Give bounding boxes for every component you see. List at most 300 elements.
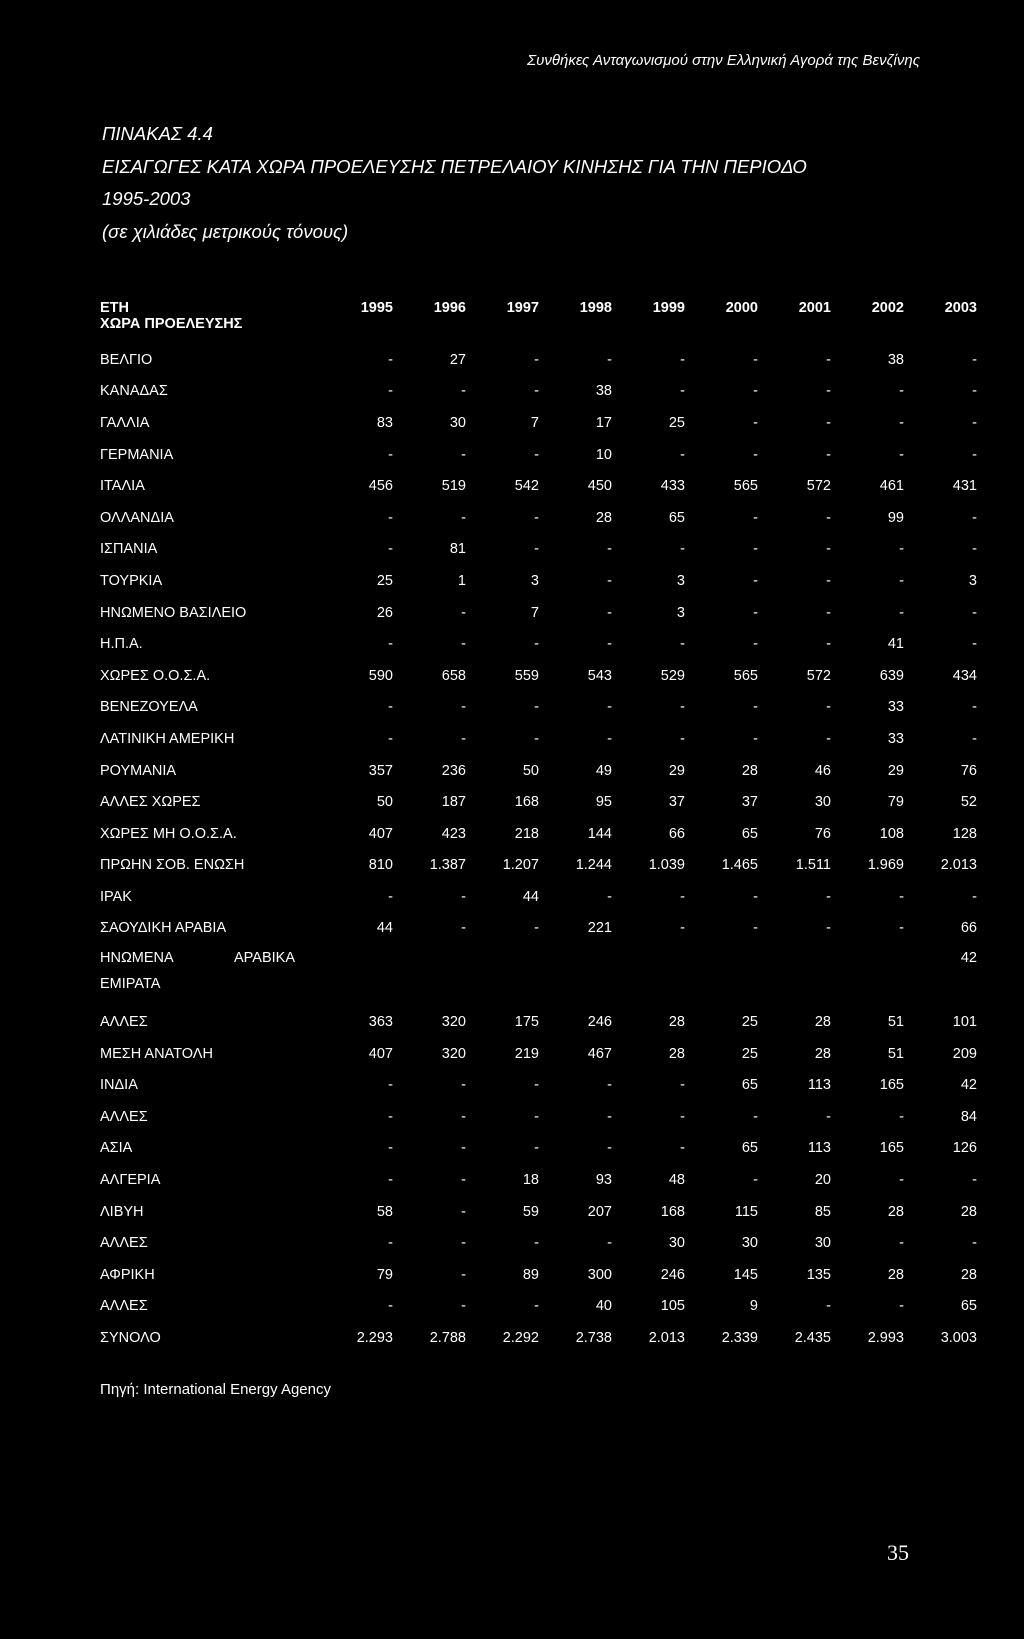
table-cell: - (753, 383, 758, 400)
table-cell: 572 (806, 478, 831, 495)
table-cell: - (607, 1140, 612, 1157)
table-row (100, 344, 977, 376)
table-cell: 2.013 (648, 1330, 685, 1347)
table-cell: - (826, 888, 831, 905)
table-cell: - (680, 446, 685, 463)
table-cell: 590 (368, 667, 393, 684)
table-cell: 467 (587, 1045, 612, 1062)
row-label: ΑΛΛΕΣ (100, 1298, 148, 1315)
table-cell: - (680, 920, 685, 937)
page-number: 35 (887, 1540, 909, 1565)
table-cell: 30 (449, 414, 466, 431)
table-cell: 28 (595, 509, 612, 526)
table-cell: 76 (960, 762, 977, 779)
table-cell: 30 (668, 1235, 685, 1252)
row-label: ΓΕΡΜΑΝΙΑ (100, 446, 174, 463)
table-cell: 175 (514, 1014, 539, 1031)
table-cell: - (826, 572, 831, 589)
table-cell: - (972, 1235, 977, 1252)
table-cell: - (753, 636, 758, 653)
table-cell: 126 (952, 1140, 977, 1157)
row-label: ΑΦΡΙΚΗ (100, 1266, 155, 1283)
subheader-row (100, 316, 977, 344)
table-cell: 52 (960, 794, 977, 811)
table-cell: - (899, 541, 904, 558)
row-label-part: ΕΜΙΡΑΤΑ (100, 976, 161, 993)
table-cell: 2.293 (356, 1330, 393, 1347)
table-cell: - (680, 541, 685, 558)
row-label: ΙΝΔΙΑ (100, 1077, 138, 1094)
table-cell: 3 (968, 572, 977, 589)
table-cell: 76 (814, 825, 831, 842)
table-cell: 519 (441, 478, 466, 495)
table-cell: 37 (741, 794, 758, 811)
table-cell: 3.003 (940, 1330, 977, 1347)
table-cell: 37 (668, 794, 685, 811)
table-cell: - (607, 604, 612, 621)
table-cell: - (680, 1108, 685, 1125)
table-cell: 95 (595, 794, 612, 811)
table-cell: - (753, 888, 758, 905)
table-row (100, 439, 977, 471)
table-cell: 101 (952, 1014, 977, 1031)
table-cell: - (753, 730, 758, 747)
table-cell: 2.013 (940, 857, 977, 874)
table-cell: 84 (960, 1108, 977, 1125)
table-cell: 28 (887, 1266, 904, 1283)
table-cell: 113 (807, 1077, 831, 1094)
table-cell: 2.738 (575, 1330, 612, 1347)
table-cell: 9 (749, 1298, 758, 1315)
year-header: 1999 (652, 300, 685, 316)
unit-note: (σε χιλιάδες μετρικούς τόνους) (102, 220, 349, 242)
table-cell: 44 (522, 888, 539, 905)
table-title-block (102, 123, 807, 253)
table-cell: 145 (733, 1266, 758, 1283)
table-row (100, 755, 977, 787)
table-cell: 2.292 (502, 1330, 539, 1347)
table-cell: 1 (457, 572, 466, 589)
table-cell: 49 (595, 762, 612, 779)
table-cell: - (607, 730, 612, 747)
table-cell: - (899, 1235, 904, 1252)
table-cell: - (534, 1077, 539, 1094)
table-cell: - (461, 1077, 466, 1094)
row-label: ΡΟΥΜΑΝΙΑ (100, 762, 177, 779)
table-cell: 529 (660, 667, 685, 684)
table-cell: 65 (741, 825, 758, 842)
table-cell: - (972, 446, 977, 463)
table-cell: 128 (952, 825, 977, 842)
table-cell: 219 (514, 1045, 539, 1062)
table-cell: - (680, 730, 685, 747)
year-header: 1995 (360, 300, 393, 316)
table-cell: 51 (887, 1014, 904, 1031)
table-cell: 431 (952, 478, 977, 495)
table-cell: 423 (441, 825, 466, 842)
table-cell: 18 (522, 1172, 539, 1189)
year-header: 2002 (871, 300, 904, 316)
table-cell: 33 (887, 730, 904, 747)
table-cell: 30 (741, 1235, 758, 1252)
table-cell: 50 (376, 794, 393, 811)
table-row (100, 850, 977, 882)
table-cell: - (972, 636, 977, 653)
table-cell: - (899, 414, 904, 431)
table-cell: 30 (814, 794, 831, 811)
table-title-line1: ΕΙΣΑΓΩΓΕΣ ΚΑΤΑ ΧΩΡΑ ΠΡΟΕΛΕΥΣΗΣ ΠΕΤΡΕΛΑΙΟΥ ΚΙΝΗΣΗΣ ΓΙΑ ΤΗΝ ΠΕΡΙΟΔΟ (102, 155, 807, 177)
table-cell: - (534, 541, 539, 558)
imports-table (100, 290, 977, 1354)
table-cell: - (534, 1235, 539, 1252)
table-row (100, 1227, 977, 1259)
table-row (100, 944, 977, 1006)
row-label: ΑΛΛΕΣ (100, 1235, 148, 1252)
table-cell: - (826, 636, 831, 653)
table-cell: 209 (952, 1045, 977, 1062)
table-cell: 543 (587, 667, 612, 684)
table-cell: 113 (807, 1140, 831, 1157)
row-label: ΒΕΝΕΖΟΥΕΛΑ (100, 699, 198, 716)
table-cell: - (461, 1266, 466, 1283)
table-cell: 28 (814, 1045, 831, 1062)
table-cell (612, 944, 685, 1006)
table-cell: 165 (879, 1140, 904, 1157)
table-cell: 27 (449, 351, 466, 368)
row-label: ΑΛΓΕΡΙΑ (100, 1172, 161, 1189)
table-cell: - (972, 888, 977, 905)
table-cell: - (388, 1298, 393, 1315)
table-cell: 135 (806, 1266, 831, 1283)
table-cell: - (461, 920, 466, 937)
table-cell: - (826, 383, 831, 400)
table-cell: 83 (376, 414, 393, 431)
source-note: Πηγή: International Energy Agency (100, 1381, 331, 1398)
table-cell: 639 (879, 667, 904, 684)
table-cell: - (753, 920, 758, 937)
row-label: ΧΩΡΕΣ ΜΗ Ο.Ο.Σ.Α. (100, 825, 237, 842)
table-cell: 65 (741, 1140, 758, 1157)
table-cell: 1.039 (648, 857, 685, 874)
table-cell: 65 (668, 509, 685, 526)
table-cell: 42 (960, 1077, 977, 1094)
table-cell: 46 (814, 762, 831, 779)
table-cell: - (680, 351, 685, 368)
table-cell: - (972, 383, 977, 400)
table-cell: 218 (514, 825, 539, 842)
row-label: ΜΕΣΗ ΑΝΑΤΟΛΗ (100, 1045, 213, 1062)
table-cell: - (534, 699, 539, 716)
table-cell: - (826, 446, 831, 463)
table-cell: - (753, 1172, 758, 1189)
table-row (100, 1038, 977, 1070)
table-cell: - (534, 636, 539, 653)
table-cell: - (461, 888, 466, 905)
table-cell: - (461, 636, 466, 653)
row-label-part: ΑΡΑΒΙΚΑ (234, 950, 295, 967)
table-cell: - (753, 541, 758, 558)
table-row (100, 1164, 977, 1196)
table-cell: 50 (522, 762, 539, 779)
year-header: 1998 (579, 300, 612, 316)
table-cell: - (680, 383, 685, 400)
table-cell: - (972, 509, 977, 526)
table-cell: - (388, 541, 393, 558)
table-cell: 25 (741, 1014, 758, 1031)
table-cell: - (899, 920, 904, 937)
table-cell: - (826, 351, 831, 368)
table-row (100, 376, 977, 408)
table-cell: 33 (887, 699, 904, 716)
table-cell: - (461, 446, 466, 463)
table-cell: 1.511 (795, 857, 831, 874)
table-cell: - (972, 604, 977, 621)
table-row (100, 692, 977, 724)
table-row (100, 597, 977, 629)
table-cell: 28 (814, 1014, 831, 1031)
table-cell: 66 (960, 920, 977, 937)
table-cell: 40 (595, 1298, 612, 1315)
table-cell: 28 (960, 1203, 977, 1220)
table-cell: 28 (741, 762, 758, 779)
table-cell: - (753, 699, 758, 716)
table-cell: 246 (587, 1014, 612, 1031)
table-cell (831, 944, 904, 1006)
table-cell: - (388, 1077, 393, 1094)
table-cell: - (607, 888, 612, 905)
table-cell: - (461, 1108, 466, 1125)
table-cell: - (680, 1140, 685, 1157)
table-cell: - (826, 1298, 831, 1315)
table-cell: 65 (960, 1298, 977, 1315)
table-cell: - (607, 1077, 612, 1094)
table-cell: 236 (441, 762, 466, 779)
table-cell: 51 (887, 1045, 904, 1062)
table-cell: 7 (530, 414, 539, 431)
header-label: ΕΤΗ (100, 300, 129, 316)
table-cell: 3 (530, 572, 539, 589)
table-cell: - (534, 351, 539, 368)
table-cell: - (972, 351, 977, 368)
row-label: ΣΑΟΥΔΙΚΗ ΑΡΑΒΙΑ (100, 920, 227, 937)
table-cell: - (607, 541, 612, 558)
table-cell: 28 (960, 1266, 977, 1283)
year-header: 1997 (506, 300, 539, 316)
table-cell: 89 (522, 1266, 539, 1283)
table-cell: - (388, 1172, 393, 1189)
table-cell: 565 (733, 478, 758, 495)
table-cell (466, 944, 539, 1006)
row-label: ΗΝΩΜΕΝΟ ΒΑΣΙΛΕΙΟ (100, 604, 247, 621)
table-cell: 542 (514, 478, 539, 495)
table-cell: 572 (806, 667, 831, 684)
table-cell: - (461, 1172, 466, 1189)
table-cell: 246 (660, 1266, 685, 1283)
table-cell: - (388, 383, 393, 400)
table-row (100, 818, 977, 850)
table-cell: 1.207 (502, 857, 539, 874)
year-header: 1996 (433, 300, 466, 316)
table-row (100, 1006, 977, 1038)
table-cell: 357 (368, 762, 393, 779)
table-cell: 115 (734, 1203, 758, 1220)
table-cell: - (826, 920, 831, 937)
table-cell: - (972, 730, 977, 747)
table-cell: - (826, 730, 831, 747)
table-cell: 79 (376, 1266, 393, 1283)
table-row (100, 534, 977, 566)
table-title-line2: 1995-2003 (102, 188, 191, 209)
table-cell: - (388, 699, 393, 716)
table-row (100, 407, 977, 439)
row-label: ΟΛΛΑΝΔΙΑ (100, 509, 174, 526)
table-cell: 81 (449, 541, 466, 558)
table-cell: 300 (587, 1266, 612, 1283)
table-cell: - (680, 699, 685, 716)
table-cell: - (826, 541, 831, 558)
table-cell: 38 (595, 383, 612, 400)
table-cell: 59 (522, 1203, 539, 1220)
table-row (100, 470, 977, 502)
table-cell: - (680, 888, 685, 905)
row-label: ΛΑΤΙΝΙΚΗ ΑΜΕΡΙΚΗ (100, 730, 235, 747)
table-cell: - (534, 509, 539, 526)
table-cell: - (753, 414, 758, 431)
table-cell: 168 (514, 794, 539, 811)
table-cell: 20 (814, 1172, 831, 1189)
table-cell: 144 (587, 825, 612, 842)
table-cell (758, 944, 831, 1006)
table-row (100, 723, 977, 755)
table-cell: - (607, 636, 612, 653)
table-cell: - (753, 351, 758, 368)
row-label-part: ΗΝΩΜΕΝΑ (100, 950, 174, 967)
table-cell: - (899, 446, 904, 463)
table-cell: 565 (733, 667, 758, 684)
table-cell: - (461, 1235, 466, 1252)
table-cell (539, 944, 612, 1006)
table-cell: - (461, 383, 466, 400)
table-row (100, 1259, 977, 1291)
table-cell (393, 944, 466, 1006)
table-cell: 42 (960, 950, 977, 967)
table-cell: 85 (814, 1203, 831, 1220)
table-cell: 3 (676, 572, 685, 589)
table-cell: 559 (514, 667, 539, 684)
table-number: ΠΙΝΑΚΑΣ 4.4 (102, 123, 213, 144)
table-cell: 1.465 (721, 857, 758, 874)
table-cell: - (826, 414, 831, 431)
table-cell: 25 (668, 414, 685, 431)
table-body (100, 344, 977, 1354)
table-cell: 28 (668, 1014, 685, 1031)
table-cell: 44 (376, 920, 393, 937)
year-header: 2003 (944, 300, 977, 316)
table-cell: - (388, 1140, 393, 1157)
table-cell: 2.339 (721, 1330, 758, 1347)
table-cell: - (753, 1108, 758, 1125)
table-cell: 58 (376, 1203, 393, 1220)
year-header: 2000 (725, 300, 758, 316)
table-cell: 10 (595, 446, 612, 463)
table-cell: 3 (676, 604, 685, 621)
row-label: ΓΑΛΛΙΑ (100, 414, 150, 431)
year-header: 2001 (798, 300, 831, 316)
table-row (100, 628, 977, 660)
running-header: Συνθήκες Ανταγωνισμού στην Ελληνική Αγορά της Βενζίνης (527, 52, 920, 69)
table-cell: 66 (668, 825, 685, 842)
table-cell: 65 (741, 1077, 758, 1094)
table-cell: 25 (376, 572, 393, 589)
table-cell: - (461, 604, 466, 621)
table-cell: - (534, 1108, 539, 1125)
table-cell: 29 (887, 762, 904, 779)
table-cell: 1.969 (867, 857, 904, 874)
table-cell: - (826, 509, 831, 526)
table-cell: 99 (887, 509, 904, 526)
table-row (100, 660, 977, 692)
table-cell: 187 (441, 794, 466, 811)
table-cell: 29 (668, 762, 685, 779)
table-cell: - (388, 1235, 393, 1252)
table-cell: - (461, 1298, 466, 1315)
table-cell: - (534, 920, 539, 937)
table-cell: - (388, 1108, 393, 1125)
table-cell: 221 (587, 920, 612, 937)
table-cell: 363 (368, 1014, 393, 1031)
table-cell (685, 944, 758, 1006)
table-cell: - (534, 1140, 539, 1157)
table-row (100, 1101, 977, 1133)
table-row (100, 565, 977, 597)
row-label: ΑΣΙΑ (100, 1140, 133, 1157)
table-cell: 79 (887, 794, 904, 811)
row-label: ΤΟΥΡΚΙΑ (100, 572, 163, 589)
table-cell: 2.788 (429, 1330, 466, 1347)
table-cell: - (680, 636, 685, 653)
table-cell: 450 (587, 478, 612, 495)
table-cell: 28 (668, 1045, 685, 1062)
table-cell: 41 (887, 636, 904, 653)
table-cell: 28 (887, 1203, 904, 1220)
table-cell: - (461, 1203, 466, 1220)
table-cell: 2.435 (794, 1330, 831, 1347)
table-cell: 105 (660, 1298, 685, 1315)
table-cell: 433 (660, 478, 685, 495)
subheader-label: ΧΩΡΑ ΠΡΟΕΛΕΥΣΗΣ (100, 316, 243, 332)
table-cell: 93 (595, 1172, 612, 1189)
table-cell: - (826, 699, 831, 716)
table-cell: 658 (441, 667, 466, 684)
table-row (100, 1291, 977, 1323)
table-cell: 165 (879, 1077, 904, 1094)
table-cell: 810 (368, 857, 393, 874)
table-cell: 407 (368, 1045, 393, 1062)
table-cell: - (899, 572, 904, 589)
table-cell: - (826, 1108, 831, 1125)
table-cell: - (899, 383, 904, 400)
table-cell: 461 (879, 478, 904, 495)
table-cell: - (388, 636, 393, 653)
table-cell: 2.993 (867, 1330, 904, 1347)
table-row (100, 502, 977, 534)
table-row (100, 1133, 977, 1165)
table-cell: - (534, 1298, 539, 1315)
row-label: ΒΕΛΓΙΟ (100, 351, 153, 368)
table-cell: 108 (879, 825, 904, 842)
table-cell: - (972, 414, 977, 431)
table-cell: 407 (368, 825, 393, 842)
